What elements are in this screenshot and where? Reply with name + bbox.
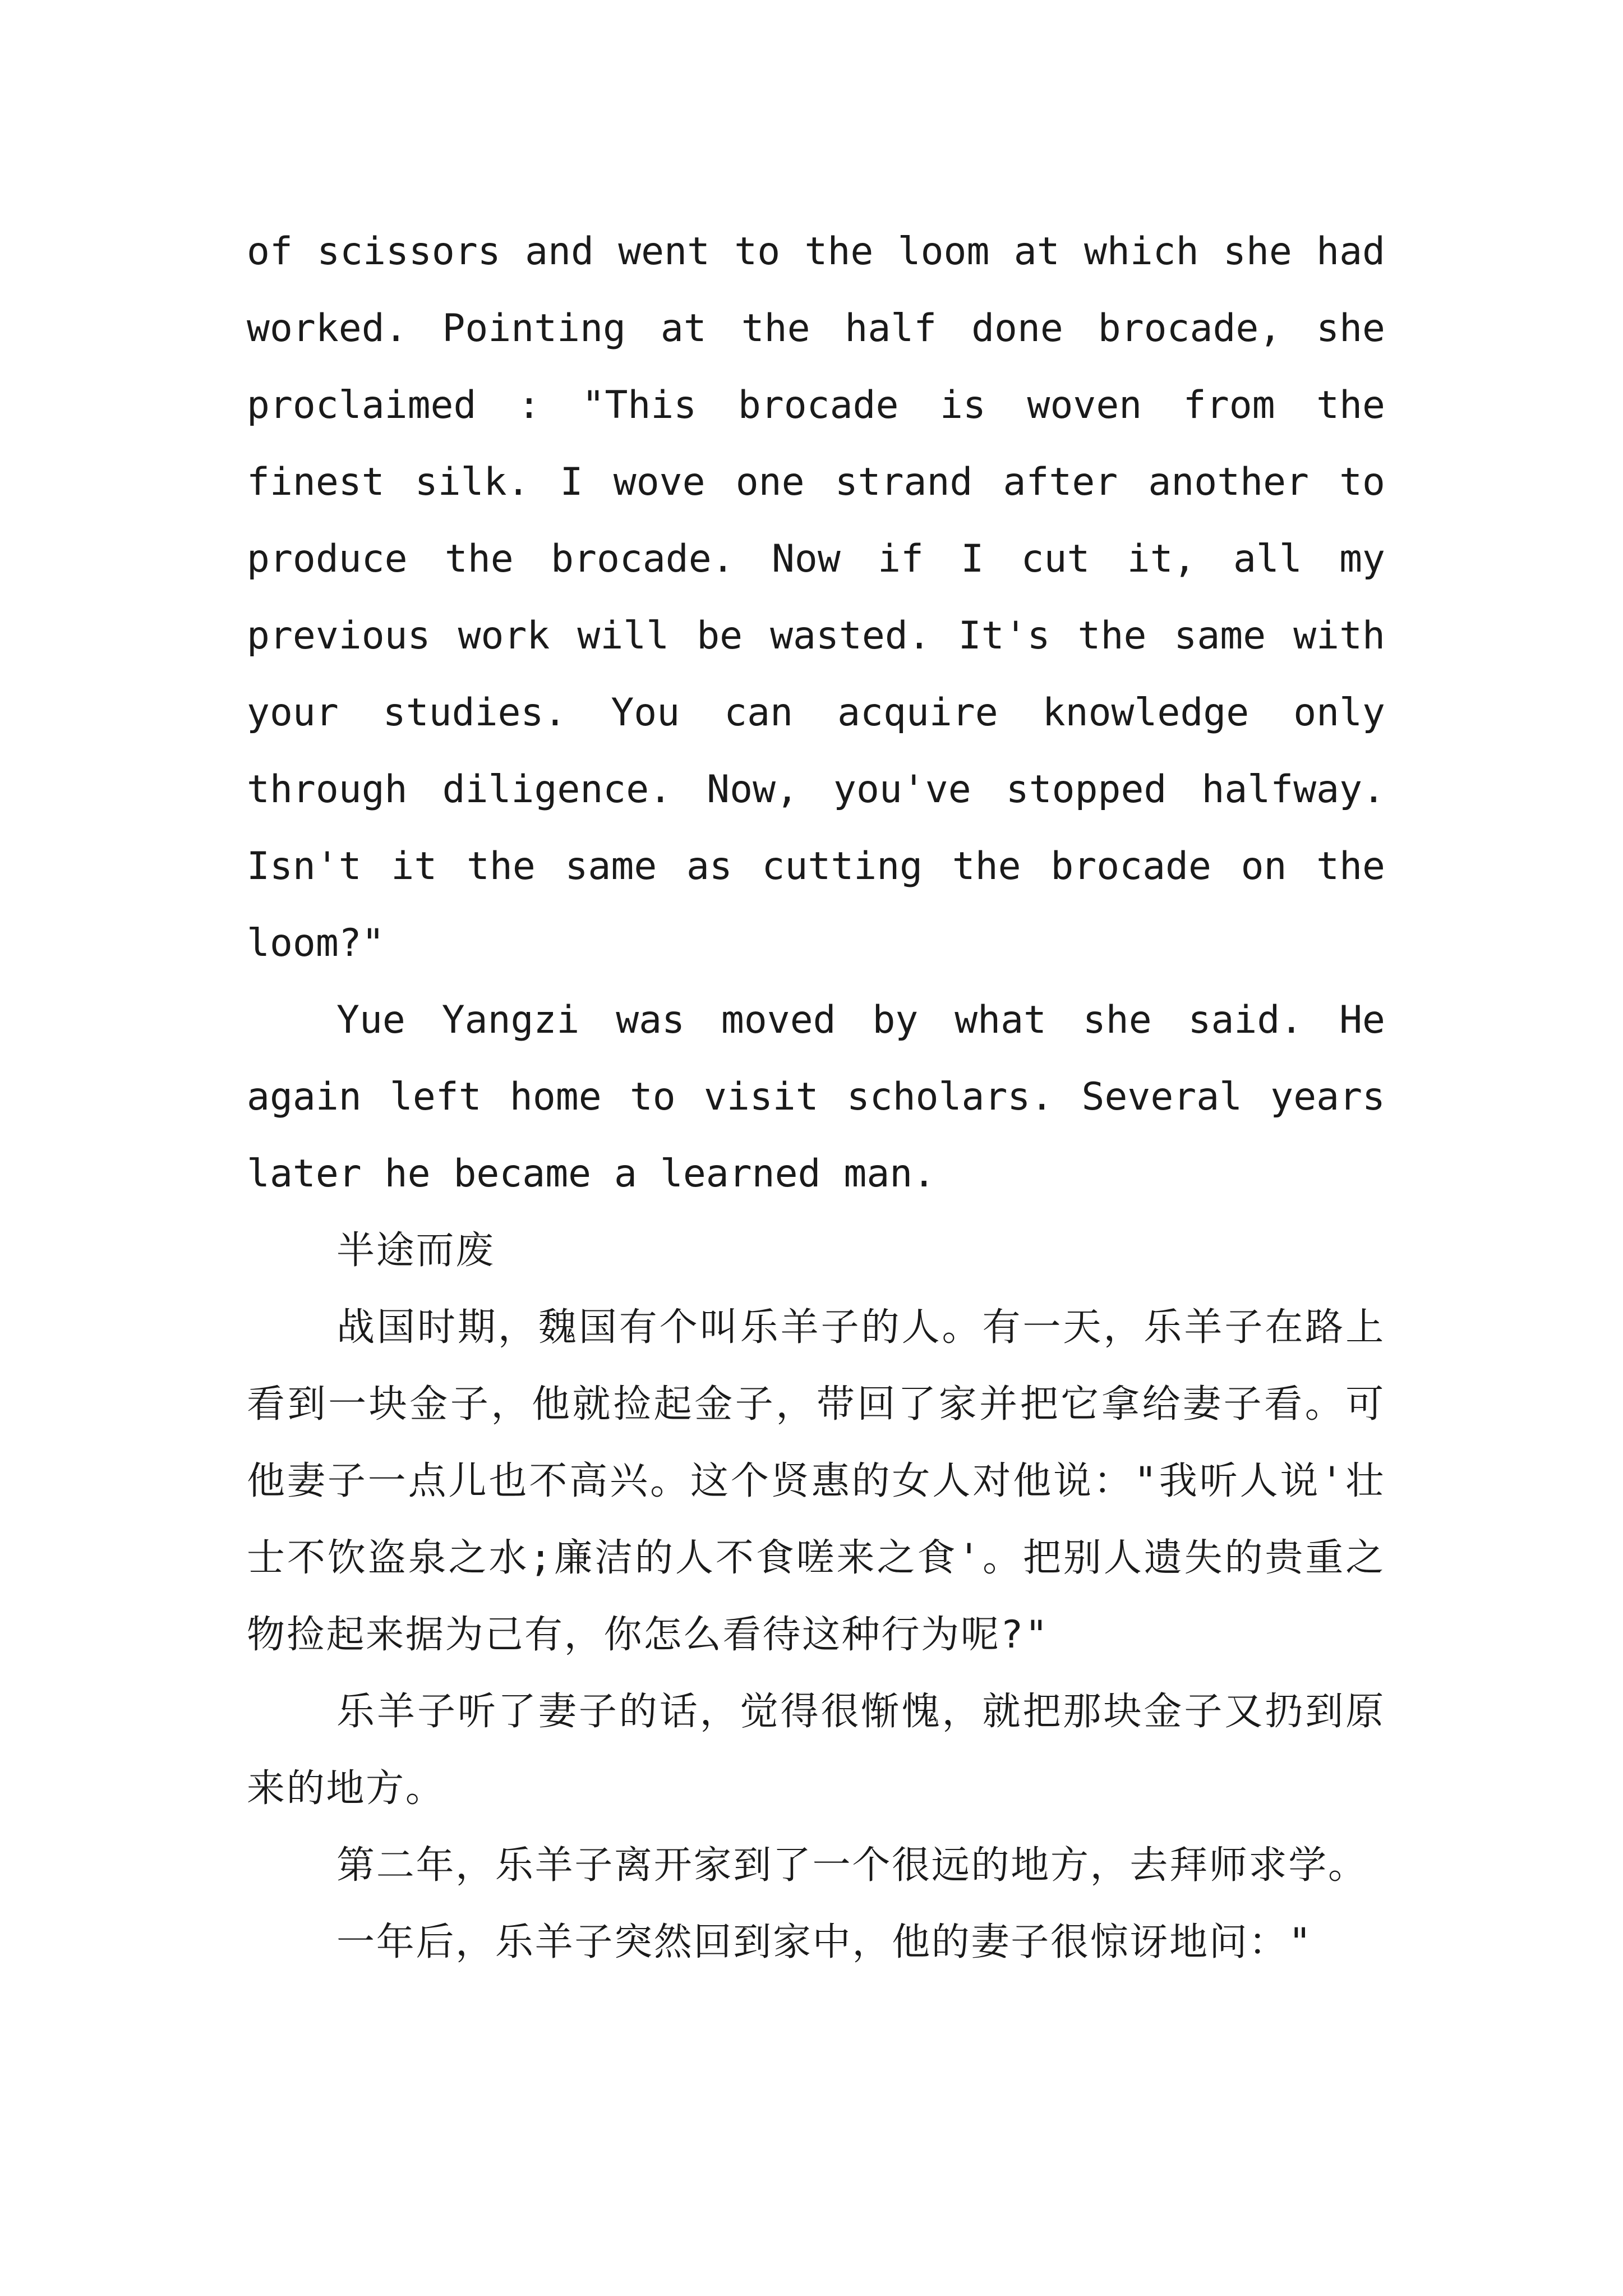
paragraph-chinese-one-year-later: 一年后，乐羊子突然回到家中，他的妻子很惊讶地问：" [336, 1920, 1313, 1964]
paragraph-english-yue-yangzi: Yue Yangzi was moved by what she said. He again left home to visit scholars. Several years later he became a learned man. [247, 998, 1385, 1196]
paragraph-chinese-ashamed: 乐羊子听了妻子的话，觉得很惭愧，就把那块金子又扔到原来的地方。 [247, 1690, 1385, 1811]
document-body [247, 213, 1385, 1981]
paragraph-chinese-gold: 战国时期，魏国有个叫乐羊子的人。有一天，乐羊子在路上看到一块金子，他就捡起金子，带回了家并把它拿给妻子看。可他妻子一点儿也不高兴。这个贤惠的女人对他说："我听人说'壮士不饮盗泉之水;廉洁的人不食嗟来之食'。把别人遗失的贵重之物捡起来据为己有，你怎么看待这种行为呢?" [247, 1305, 1385, 1657]
paragraph-english-continuation: of scissors and went to the loom at which she had worked. Pointing at the half done brocade, she proclaimed : "This brocade is woven from the finest silk. I wove one strand after another to produce the brocade. Now if I cut it, all my previous work will be wasted. It's the same with your studies. You can acquire knowledge only through diligence. Now, you've stopped halfway. Isn't it the same as cutting the brocade on the loom?" [247, 229, 1385, 965]
section-heading-chinese: 半途而废 [336, 1228, 495, 1273]
paragraph-chinese-second-year: 第二年，乐羊子离开家到了一个很远的地方，去拜师求学。 [336, 1843, 1368, 1888]
